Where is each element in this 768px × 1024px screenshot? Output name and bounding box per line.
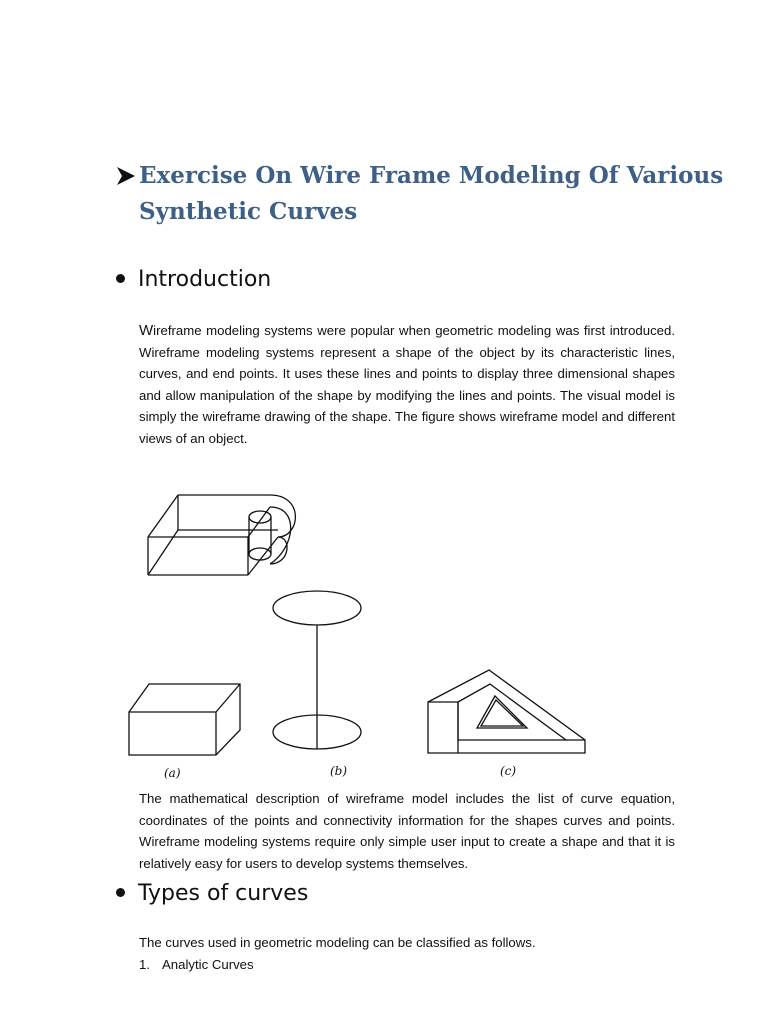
heading-line-2: Synthetic Curves	[139, 198, 358, 225]
section-types-of-curves	[116, 880, 308, 908]
list-item-number: 1.	[139, 957, 150, 972]
bullet-icon	[116, 274, 125, 283]
list-item	[139, 955, 254, 975]
list-item-label: Analytic Curves	[162, 957, 254, 972]
caption-a: (a)	[164, 766, 181, 780]
wireframe-figure	[120, 482, 600, 787]
box-view-a	[129, 684, 240, 755]
types-intro: The curves used in geometric modeling can be classified as follows.	[139, 935, 536, 950]
cylinder-view-b	[273, 591, 361, 749]
description-paragraph: The mathematical description of wireframe model includes the list of curve equation, coordinates of the points and connectivity information for the shapes curves and points. Wireframe modeling systems require only simple user input to create a shape and that it is relatively easy for users to develop systems themselves.	[139, 791, 675, 871]
page-heading	[116, 158, 736, 230]
caption-c: (c)	[500, 764, 517, 778]
heading-line-1: Exercise On Wire Frame Modeling Of Various	[139, 162, 724, 189]
triangle-view-c	[428, 670, 585, 753]
section-title-introduction: Introduction	[138, 267, 272, 292]
intro-paragraph	[139, 320, 675, 450]
arrow-bullet-icon	[116, 158, 138, 185]
section-introduction	[116, 266, 271, 294]
caption-b: (b)	[330, 764, 348, 778]
section-title-types: Types of curves	[138, 881, 309, 906]
wireframe-illustration	[120, 482, 600, 782]
drop-letter: W	[139, 322, 154, 339]
wireframe-model-3d	[148, 495, 295, 575]
bullet-icon	[116, 888, 125, 897]
intro-paragraph-text: ireframe modeling systems were popular when geometric modeling was first introduced. Wireframe modeling systems represent a shape of the object by its characteristic lines, curves, and end points. It uses these lines and points to display three dimensional shapes and allow manipulation of the shape by modifying the lines and points. The visual model is simply the wireframe drawing of the shape. The figure shows wireframe model and different views of an object.	[139, 323, 675, 446]
